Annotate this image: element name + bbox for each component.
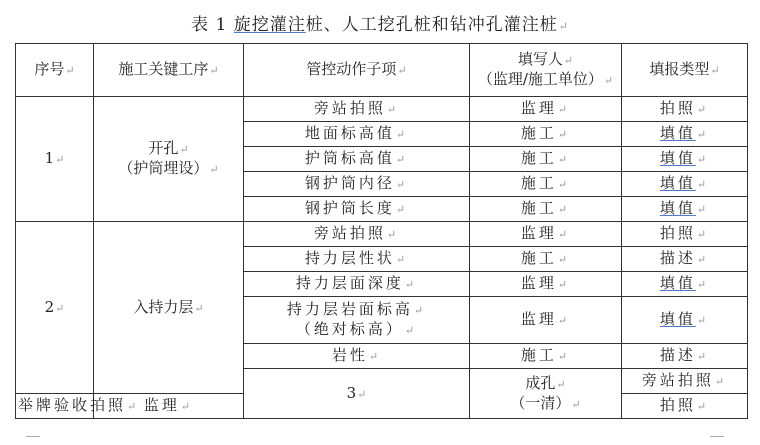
process-cell: 开孔↵ （护筒埋设）↵ bbox=[94, 97, 244, 222]
filler-cell: 监理↵ bbox=[470, 222, 622, 247]
seq-cell: 3↵ bbox=[244, 369, 470, 419]
pile-control-table bbox=[15, 43, 748, 419]
item-cell: 持力层性状↵ bbox=[244, 247, 470, 272]
type-cell: 填值↵ bbox=[622, 172, 748, 197]
type-cell: 填值↵ bbox=[622, 197, 748, 222]
type-cell: 填值↵ bbox=[622, 122, 748, 147]
type-cell: 拍照↵ bbox=[622, 222, 748, 247]
filler-cell: 监理↵ bbox=[470, 272, 622, 297]
type-cell: 描述↵ bbox=[622, 247, 748, 272]
header-filler: 填写人↵ （监理/施工单位）↵ bbox=[470, 44, 622, 97]
item-cell: 钢护筒内径↵ bbox=[244, 172, 470, 197]
type-cell: 描述↵ bbox=[622, 344, 748, 369]
filler-cell: 施工↵ bbox=[470, 172, 622, 197]
table-caption bbox=[0, 10, 760, 35]
page-corner-mark bbox=[710, 436, 724, 445]
header-type: 填报类型↵ bbox=[622, 44, 748, 97]
item-cell: 旁站拍照↵ bbox=[244, 222, 470, 247]
item-cell: 护筒标高值↵ bbox=[244, 147, 470, 172]
header-item: 管控动作子项↵ bbox=[244, 44, 470, 97]
filler-cell: 监理↵ bbox=[470, 297, 622, 344]
caption-prefix: 表 1 bbox=[191, 15, 234, 35]
caption-underlined: 旋挖灌注 bbox=[233, 15, 306, 35]
type-cell: 填值↵ bbox=[622, 297, 748, 344]
type-cell: 拍照↵ bbox=[622, 97, 748, 122]
item-cell: 持力层岩面标高↵ （绝对标高）↵ bbox=[244, 297, 470, 344]
seq-cell: 2↵ bbox=[16, 222, 94, 394]
filler-cell: 施工↵ bbox=[470, 247, 622, 272]
item-cell: 持力层面深度↵ bbox=[244, 272, 470, 297]
item-cell: 旁站拍照↵ bbox=[244, 97, 470, 122]
table-row bbox=[16, 222, 748, 247]
process-cell: 成孔↵ （一清）↵ bbox=[470, 369, 622, 419]
type-cell: 拍照↵ bbox=[622, 394, 748, 419]
process-cell: 入持力层↵ bbox=[94, 222, 244, 394]
item-cell: 地面标高值↵ bbox=[244, 122, 470, 147]
caption-suffix: 桩、人工挖孔桩和钻冲孔灌注桩 bbox=[305, 15, 558, 35]
filler-cell: 施工↵ bbox=[470, 344, 622, 369]
table-header-row bbox=[16, 44, 748, 97]
item-cell: 旁站拍照↵ bbox=[622, 369, 748, 394]
item-cell: 岩性↵ bbox=[244, 344, 470, 369]
paragraph-mark-icon: ↵ bbox=[558, 20, 569, 33]
filler-cell: 施工↵ bbox=[470, 122, 622, 147]
filler-cell: 监理↵ bbox=[470, 97, 622, 122]
filler-cell: 监理↵ bbox=[94, 394, 244, 419]
seq-cell: 1↵ bbox=[16, 97, 94, 222]
item-cell: 钢护筒长度↵ bbox=[244, 197, 470, 222]
filler-cell: 施工↵ bbox=[470, 197, 622, 222]
page-corner-mark bbox=[26, 436, 40, 445]
table-row bbox=[16, 97, 748, 122]
header-process: 施工关键工序↵ bbox=[94, 44, 244, 97]
type-cell: 填值↵ bbox=[622, 147, 748, 172]
item-cell: 举牌验收拍照↵ bbox=[16, 394, 94, 419]
filler-cell: 施工↵ bbox=[470, 147, 622, 172]
header-seq: 序号↵ bbox=[16, 44, 94, 97]
type-cell: 填值↵ bbox=[622, 272, 748, 297]
